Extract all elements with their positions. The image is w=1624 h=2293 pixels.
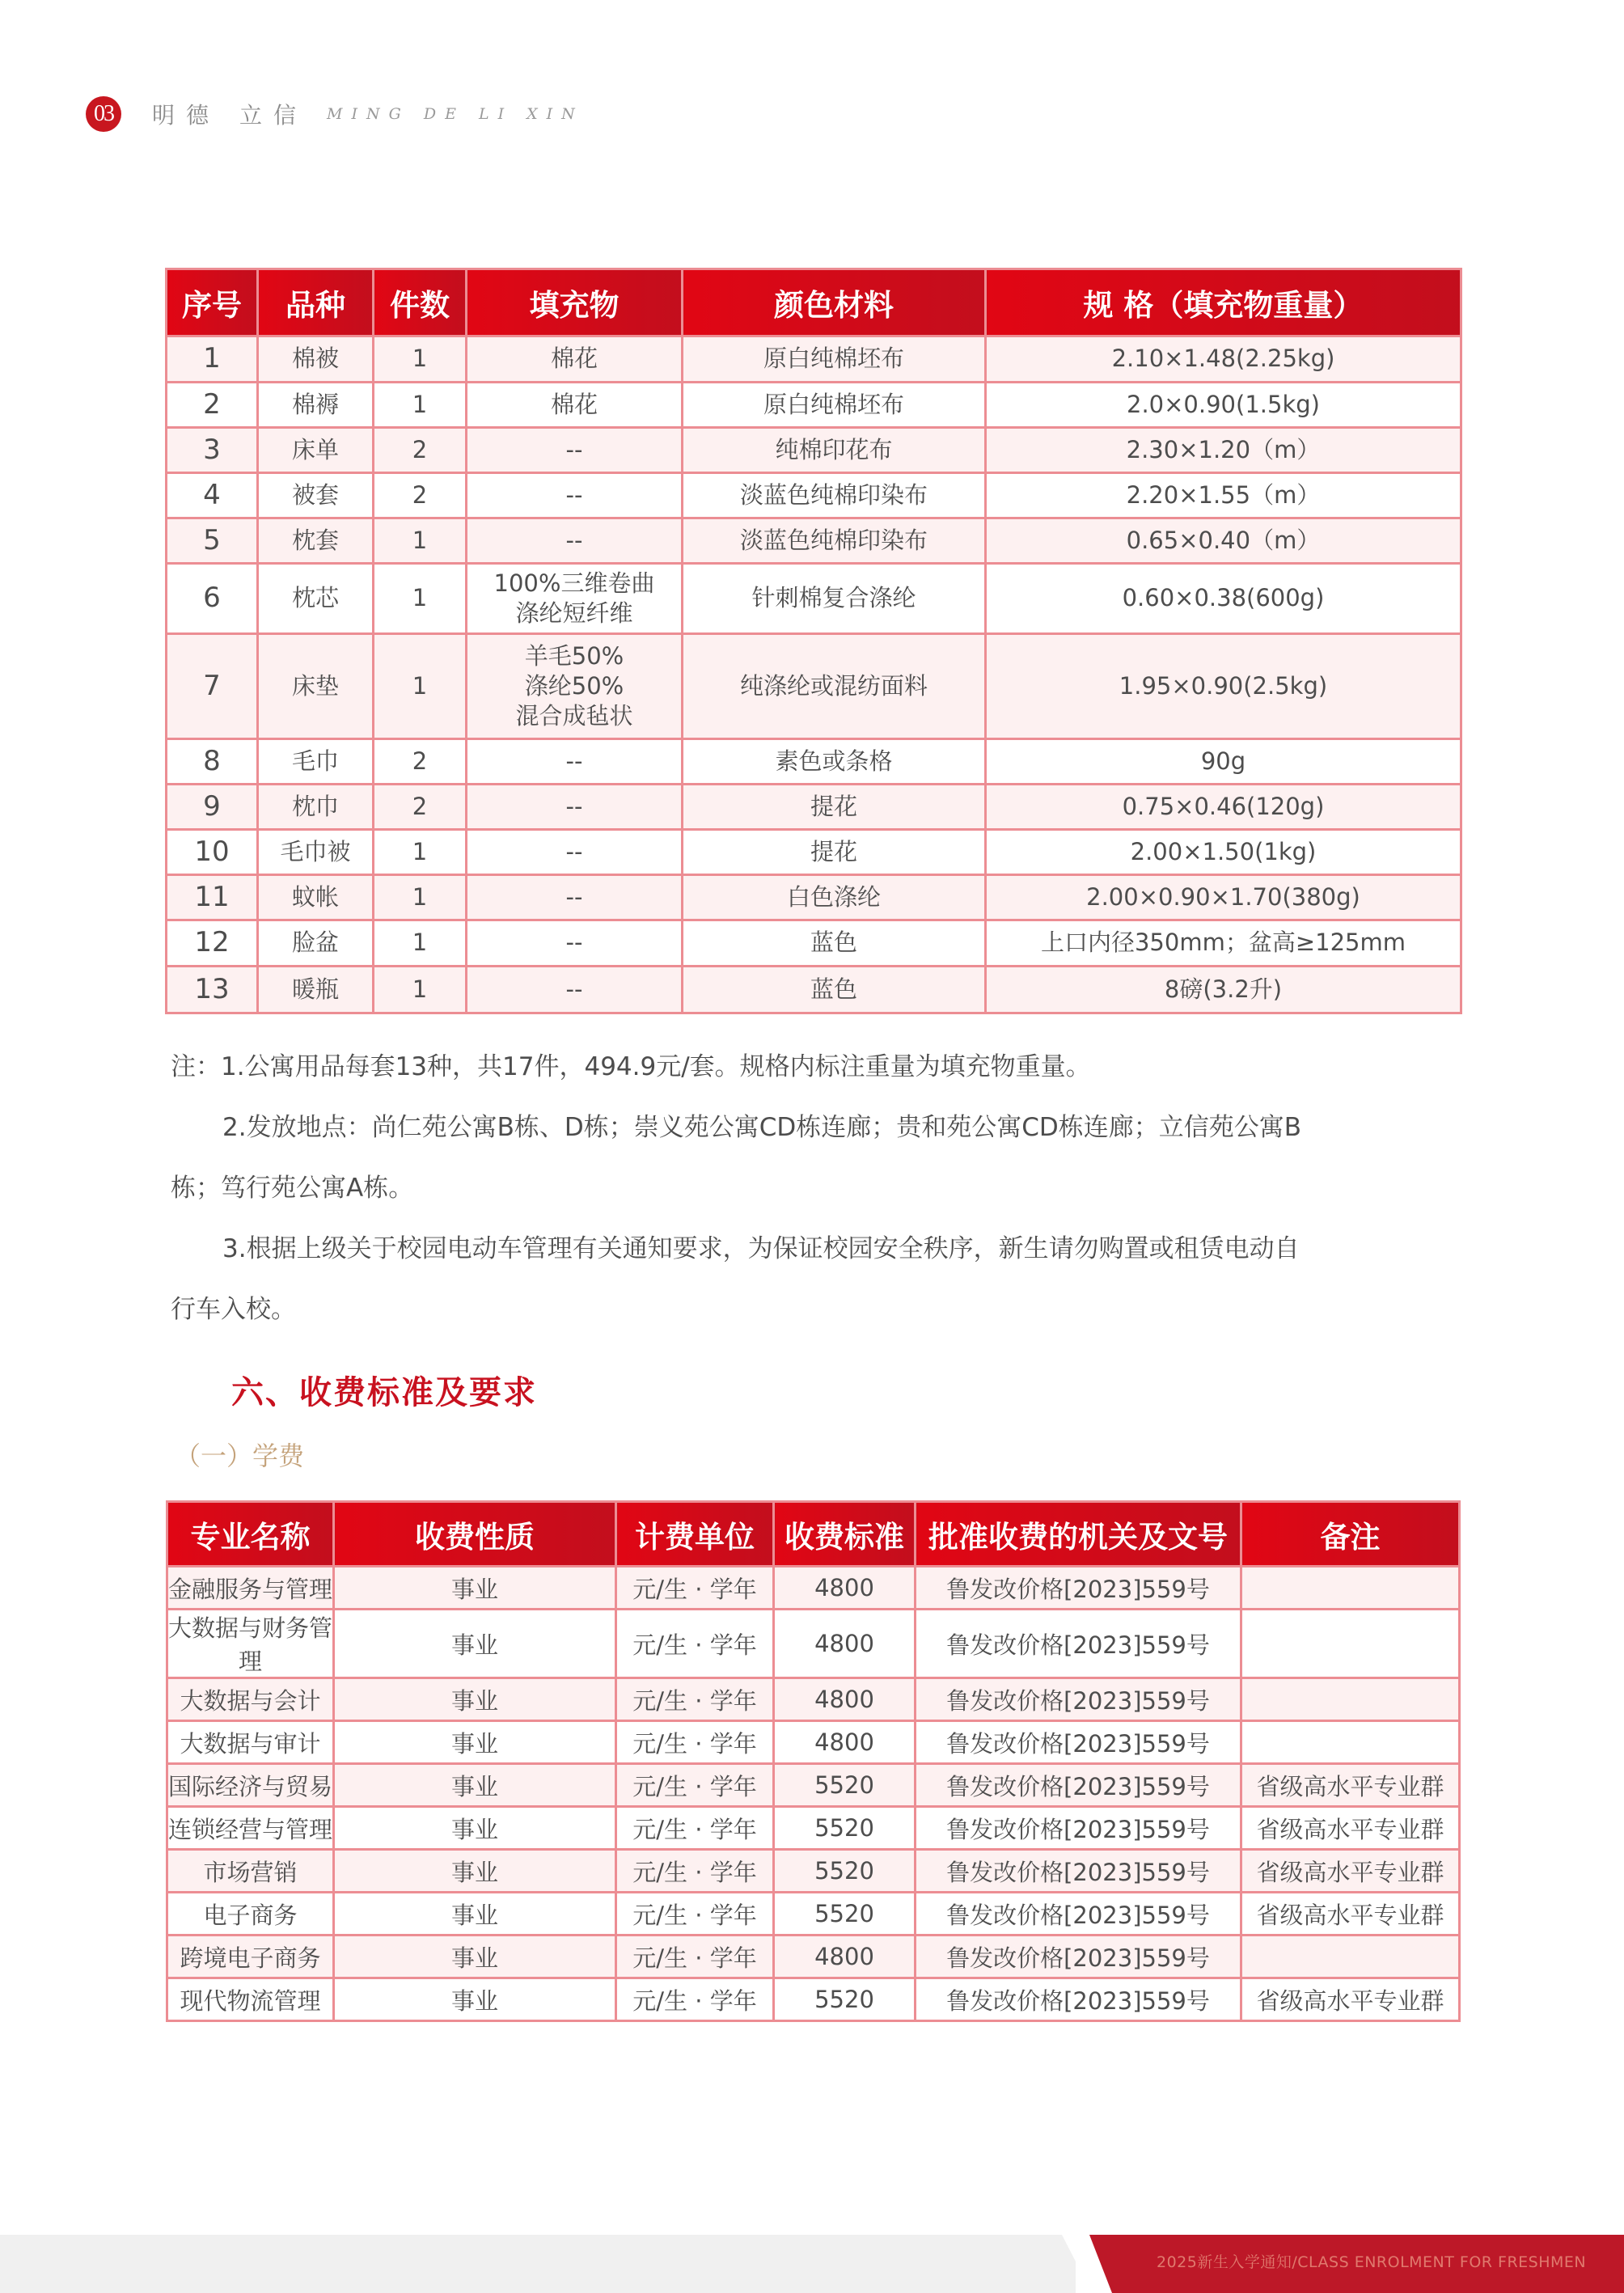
cell-number: 1 (167, 336, 258, 383)
cell-major: 大数据与审计 (167, 1721, 334, 1764)
cell-filling (467, 875, 683, 920)
cell-remark: 省级高水平专业群 (1241, 1850, 1460, 1893)
note-1: 注：1.公寓用品每套13种，共17件，494.9元/套。规格内标注重量为填充物重量。 (171, 1052, 1091, 1081)
cell-number: 13 (167, 967, 258, 1013)
cell-fee-nature: 事业 (334, 1567, 616, 1610)
cell-quantity: 1 (374, 518, 467, 564)
cell-material: 提花 (683, 785, 986, 830)
cell-quantity: 1 (374, 967, 467, 1013)
cell-number: 4 (167, 473, 258, 518)
cell-billing-unit: 元/生 · 学年 (616, 1678, 774, 1721)
cell-approval-doc: 鲁发改价格[2023]559号 (916, 1893, 1241, 1936)
cell-number: 12 (167, 920, 258, 967)
cell-fee-nature: 事业 (334, 1893, 616, 1936)
cell-major: 大数据与会计 (167, 1678, 334, 1721)
cell-item: 棉被 (258, 336, 374, 383)
cell-material: 蓝色 (683, 920, 986, 967)
cell-item: 棉褥 (258, 383, 374, 428)
filling-line: -- (565, 792, 583, 820)
cell-item: 蚊帐 (258, 875, 374, 920)
cell-quantity: 2 (374, 739, 467, 785)
filling-line: 涤纶50% (524, 671, 624, 700)
cell-material: 原白纯棉坯布 (683, 383, 986, 428)
cell-remark: 省级高水平专业群 (1241, 1807, 1460, 1850)
cell-remark (1241, 1567, 1460, 1610)
cell-remark: 省级高水平专业群 (1241, 1764, 1460, 1807)
cell-spec: 2.00×0.90×1.70(380g) (986, 875, 1461, 920)
column-header: 品种 (258, 269, 374, 336)
column-header: 收费性质 (334, 1502, 616, 1567)
cell-quantity: 1 (374, 383, 467, 428)
cell-filling (467, 830, 683, 875)
cell-major: 连锁经营与管理 (167, 1807, 334, 1850)
cell-quantity: 1 (374, 634, 467, 739)
column-header: 专业名称 (167, 1502, 334, 1567)
cell-spec: 上口内径350mm；盆高≥125mm (986, 920, 1461, 967)
cell-fee-amount: 4800 (774, 1610, 916, 1678)
cell-item: 被套 (258, 473, 374, 518)
cell-filling (467, 785, 683, 830)
cell-number: 11 (167, 875, 258, 920)
cell-major: 市场营销 (167, 1850, 334, 1893)
cell-fee-amount: 5520 (774, 1807, 916, 1850)
table-row (167, 634, 1461, 739)
cell-filling (467, 473, 683, 518)
page-header (86, 96, 584, 132)
cell-filling (467, 428, 683, 473)
cell-approval-doc: 鲁发改价格[2023]559号 (916, 1850, 1241, 1893)
cell-material: 素色或条格 (683, 739, 986, 785)
cell-billing-unit: 元/生 · 学年 (616, 1978, 774, 2021)
cell-number: 2 (167, 383, 258, 428)
cell-material: 原白纯棉坯布 (683, 336, 986, 383)
footer-band-grey (0, 2235, 1076, 2293)
cell-number: 8 (167, 739, 258, 785)
cell-fee-nature: 事业 (334, 1850, 616, 1893)
cell-approval-doc: 鲁发改价格[2023]559号 (916, 1978, 1241, 2021)
cell-quantity: 2 (374, 785, 467, 830)
cell-quantity: 1 (374, 830, 467, 875)
cell-billing-unit: 元/生 · 学年 (616, 1567, 774, 1610)
cell-fee-amount: 5520 (774, 1978, 916, 2021)
cell-remark (1241, 1721, 1460, 1764)
table-row (167, 336, 1461, 383)
cell-remark (1241, 1678, 1460, 1721)
cell-spec: 0.65×0.40（m） (986, 518, 1461, 564)
cell-material: 蓝色 (683, 967, 986, 1013)
cell-quantity: 1 (374, 336, 467, 383)
column-header: 批准收费的机关及文号 (916, 1502, 1241, 1567)
table-row (167, 1567, 1460, 1610)
cell-fee-nature: 事业 (334, 1721, 616, 1764)
cell-approval-doc: 鲁发改价格[2023]559号 (916, 1764, 1241, 1807)
cell-item: 枕巾 (258, 785, 374, 830)
filling-line: 涤纶短纤维 (515, 599, 633, 627)
table-row (167, 1936, 1460, 1978)
cell-item: 枕套 (258, 518, 374, 564)
cell-approval-doc: 鲁发改价格[2023]559号 (916, 1678, 1241, 1721)
cell-item: 枕芯 (258, 564, 374, 634)
cell-fee-amount: 4800 (774, 1721, 916, 1764)
cell-quantity: 2 (374, 428, 467, 473)
cell-material: 针刺棉复合涤纶 (683, 564, 986, 634)
filling-line: -- (565, 747, 583, 775)
cell-billing-unit: 元/生 · 学年 (616, 1893, 774, 1936)
cell-billing-unit: 元/生 · 学年 (616, 1936, 774, 1978)
column-header: 序号 (167, 269, 258, 336)
cell-spec: 2.30×1.20（m） (986, 428, 1461, 473)
note-2-line-2: 栋；笃行苑公寓A栋。 (171, 1174, 414, 1203)
note-3-line-2: 行车入校。 (171, 1295, 296, 1324)
cell-spec: 90g (986, 739, 1461, 785)
cell-material: 纯涤纶或混纺面料 (683, 634, 986, 739)
motto-part2: 立信 (239, 102, 308, 129)
table-header-row (167, 1502, 1460, 1567)
cell-filling (467, 383, 683, 428)
note-3-line-1: 3.根据上级关于校园电动车管理有关通知要求，为保证校园安全秩序，新生请勿购置或租赁电动自 (222, 1234, 1300, 1263)
motto-english: MING DE LI XIN (327, 105, 584, 123)
column-header: 计费单位 (616, 1502, 774, 1567)
cell-fee-amount: 4800 (774, 1936, 916, 1978)
cell-remark (1241, 1936, 1460, 1978)
subsection-title: （一）学费 (175, 1441, 305, 1471)
cell-item: 暖瓶 (258, 967, 374, 1013)
cell-billing-unit: 元/生 · 学年 (616, 1721, 774, 1764)
cell-quantity: 2 (374, 473, 467, 518)
table-row (167, 1721, 1460, 1764)
cell-number: 9 (167, 785, 258, 830)
filling-line: 100%三维卷曲 (493, 569, 655, 597)
table-row (167, 920, 1461, 967)
cell-spec: 2.20×1.55（m） (986, 473, 1461, 518)
cell-spec: 2.10×1.48(2.25kg) (986, 336, 1461, 383)
cell-spec: 0.60×0.38(600g) (986, 564, 1461, 634)
cell-billing-unit: 元/生 · 学年 (616, 1764, 774, 1807)
cell-approval-doc: 鲁发改价格[2023]559号 (916, 1567, 1241, 1610)
cell-filling (467, 920, 683, 967)
table-row (167, 830, 1461, 875)
table-row (167, 785, 1461, 830)
cell-major: 金融服务与管理 (167, 1567, 334, 1610)
note-2-line-1: 2.发放地点：尚仁苑公寓B栋、D栋；崇义苑公寓CD栋连廊；贵和苑公寓CD栋连廊；立信苑公寓B (222, 1113, 1302, 1142)
cell-remark: 省级高水平专业群 (1241, 1893, 1460, 1936)
cell-material: 淡蓝色纯棉印染布 (683, 518, 986, 564)
cell-remark (1241, 1610, 1460, 1678)
table-row (167, 1678, 1460, 1721)
cell-remark: 省级高水平专业群 (1241, 1978, 1460, 2021)
table-row (167, 1978, 1460, 2021)
table-row (167, 564, 1461, 634)
filling-line: 羊毛50% (524, 641, 624, 670)
cell-number: 10 (167, 830, 258, 875)
filling-line: -- (565, 975, 583, 1003)
cell-fee-amount: 5520 (774, 1893, 916, 1936)
cell-filling (467, 967, 683, 1013)
filling-line: -- (565, 929, 583, 957)
apartment-supplies-table (165, 268, 1462, 1014)
column-header: 收费标准 (774, 1502, 916, 1567)
cell-approval-doc: 鲁发改价格[2023]559号 (916, 1936, 1241, 1978)
footer-text: 2025新生入学通知/CLASS ENROLMENT FOR FRESHMEN (1157, 2253, 1587, 2271)
cell-approval-doc: 鲁发改价格[2023]559号 (916, 1807, 1241, 1850)
motto-part1: 明德 (152, 102, 221, 129)
cell-quantity: 1 (374, 564, 467, 634)
cell-number: 6 (167, 564, 258, 634)
table-row (167, 383, 1461, 428)
cell-approval-doc: 鲁发改价格[2023]559号 (916, 1721, 1241, 1764)
cell-fee-nature: 事业 (334, 1978, 616, 2021)
cell-material: 纯棉印花布 (683, 428, 986, 473)
cell-fee-nature: 事业 (334, 1610, 616, 1678)
cell-item: 毛巾被 (258, 830, 374, 875)
cell-billing-unit: 元/生 · 学年 (616, 1610, 774, 1678)
filling-line: 棉花 (550, 345, 598, 373)
filling-line: -- (565, 882, 583, 911)
cell-spec: 2.0×0.90(1.5kg) (986, 383, 1461, 428)
cell-major: 现代物流管理 (167, 1978, 334, 2021)
cell-filling (467, 336, 683, 383)
table-row (167, 967, 1461, 1013)
tuition-fees-table (166, 1500, 1461, 2022)
cell-filling (467, 634, 683, 739)
cell-filling (467, 739, 683, 785)
cell-billing-unit: 元/生 · 学年 (616, 1807, 774, 1850)
cell-fee-nature: 事业 (334, 1807, 616, 1850)
cell-spec: 8磅(3.2升) (986, 967, 1461, 1013)
cell-major: 大数据与财务管理 (167, 1610, 334, 1678)
table-row (167, 1764, 1460, 1807)
table-row (167, 739, 1461, 785)
cell-spec: 0.75×0.46(120g) (986, 785, 1461, 830)
table-row (167, 473, 1461, 518)
column-header: 颜色材料 (683, 269, 986, 336)
cell-material: 提花 (683, 830, 986, 875)
cell-major: 跨境电子商务 (167, 1936, 334, 1978)
table-row (167, 518, 1461, 564)
filling-line: -- (565, 526, 583, 554)
cell-fee-amount: 4800 (774, 1567, 916, 1610)
section-title: 六、收费标准及要求 (231, 1374, 537, 1411)
column-header: 规 格（填充物重量） (986, 269, 1461, 336)
column-header: 备注 (1241, 1502, 1460, 1567)
cell-material: 淡蓝色纯棉印染布 (683, 473, 986, 518)
cell-fee-amount: 4800 (774, 1678, 916, 1721)
cell-fee-nature: 事业 (334, 1678, 616, 1721)
cell-item: 床单 (258, 428, 374, 473)
cell-item: 毛巾 (258, 739, 374, 785)
cell-major: 国际经济与贸易 (167, 1764, 334, 1807)
filling-line: 混合成毡状 (515, 702, 633, 730)
cell-number: 7 (167, 634, 258, 739)
table-header-row (167, 269, 1461, 336)
table-row (167, 1893, 1460, 1936)
cell-spec: 1.95×0.90(2.5kg) (986, 634, 1461, 739)
cell-number: 3 (167, 428, 258, 473)
table-row (167, 875, 1461, 920)
cell-filling (467, 564, 683, 634)
cell-approval-doc: 鲁发改价格[2023]559号 (916, 1610, 1241, 1678)
cell-spec: 2.00×1.50(1kg) (986, 830, 1461, 875)
cell-fee-amount: 5520 (774, 1850, 916, 1893)
cell-item: 脸盆 (258, 920, 374, 967)
cell-quantity: 1 (374, 875, 467, 920)
table-row (167, 1610, 1460, 1678)
column-header: 填充物 (467, 269, 683, 336)
filling-line: -- (565, 480, 583, 509)
filling-line: -- (565, 837, 583, 865)
notes-block (171, 1037, 1461, 1340)
page-number-badge: 03 (86, 96, 121, 132)
column-header: 件数 (374, 269, 467, 336)
cell-quantity: 1 (374, 920, 467, 967)
filling-line: 棉花 (550, 390, 598, 418)
cell-major: 电子商务 (167, 1893, 334, 1936)
table-row (167, 1807, 1460, 1850)
cell-fee-amount: 5520 (774, 1764, 916, 1807)
cell-material: 白色涤纶 (683, 875, 986, 920)
cell-billing-unit: 元/生 · 学年 (616, 1850, 774, 1893)
cell-filling (467, 518, 683, 564)
cell-item: 床垫 (258, 634, 374, 739)
filling-line: -- (565, 435, 583, 463)
cell-fee-nature: 事业 (334, 1764, 616, 1807)
table-row (167, 1850, 1460, 1893)
cell-fee-nature: 事业 (334, 1936, 616, 1978)
table-row (167, 428, 1461, 473)
cell-number: 5 (167, 518, 258, 564)
